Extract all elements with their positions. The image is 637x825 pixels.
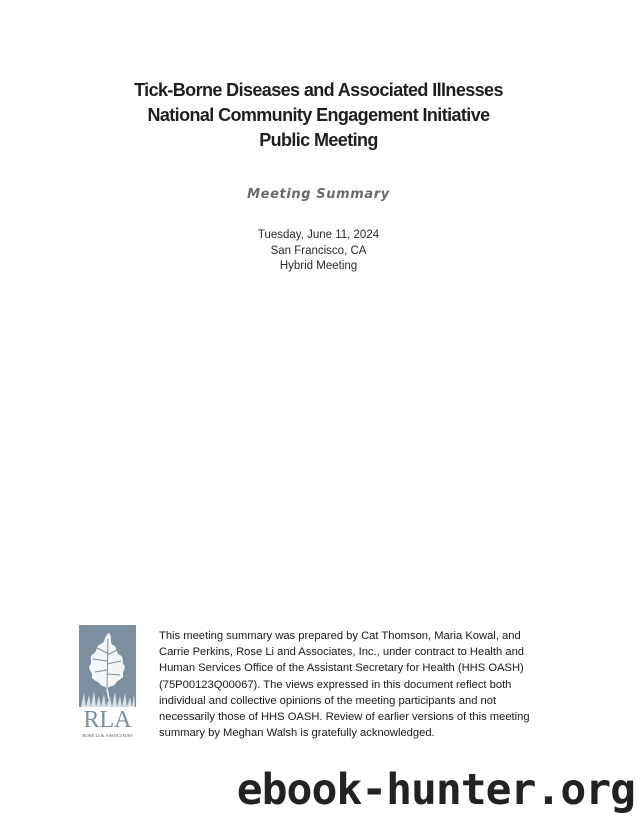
- logo-subtext: ROSE LI & ASSOCIATES: [82, 733, 133, 738]
- credit-paragraph: [159, 628, 549, 741]
- title-line-3: Public Meeting: [259, 130, 378, 150]
- logo-letters: RLA: [83, 707, 132, 733]
- title-line-1: Tick-Borne Diseases and Associated Illnesses: [134, 80, 503, 100]
- watermark-text: ebook-hunter.org: [236, 765, 635, 815]
- document-title: [0, 78, 637, 153]
- oak-leaf-icon: [79, 625, 136, 707]
- meeting-location: San Francisco, CA: [270, 244, 367, 257]
- meeting-date: Tuesday, June 11, 2024: [257, 229, 380, 241]
- document-subtitle: Meeting Summary: [247, 187, 390, 202]
- credit-line: individual and collective opinions of the meeting participants and not: [159, 694, 497, 707]
- credit-line: summary by Meghan Walsh is gratefully acknowledged.: [159, 727, 435, 740]
- credit-line: necessarily those of HHS OASH. Review of earlier versions of this meeting: [159, 711, 530, 724]
- rla-logo: [79, 625, 136, 743]
- credit-line: Human Services Office of the Assistant Secretary for Health (HHS OASH): [159, 662, 524, 675]
- meeting-details: [0, 228, 637, 275]
- credit-line: (75P00123Q00067). The views expressed in this document reflect both: [159, 678, 512, 691]
- credit-line: Carrie Perkins, Rose Li and Associates, Inc., under contract to Health and: [159, 646, 525, 659]
- title-line-2: National Community Engagement Initiative: [147, 105, 490, 125]
- meeting-format: Hybrid Meeting: [279, 260, 358, 272]
- credit-line: This meeting summary was prepared by Cat Thomson, Maria Kowal, and: [159, 630, 521, 642]
